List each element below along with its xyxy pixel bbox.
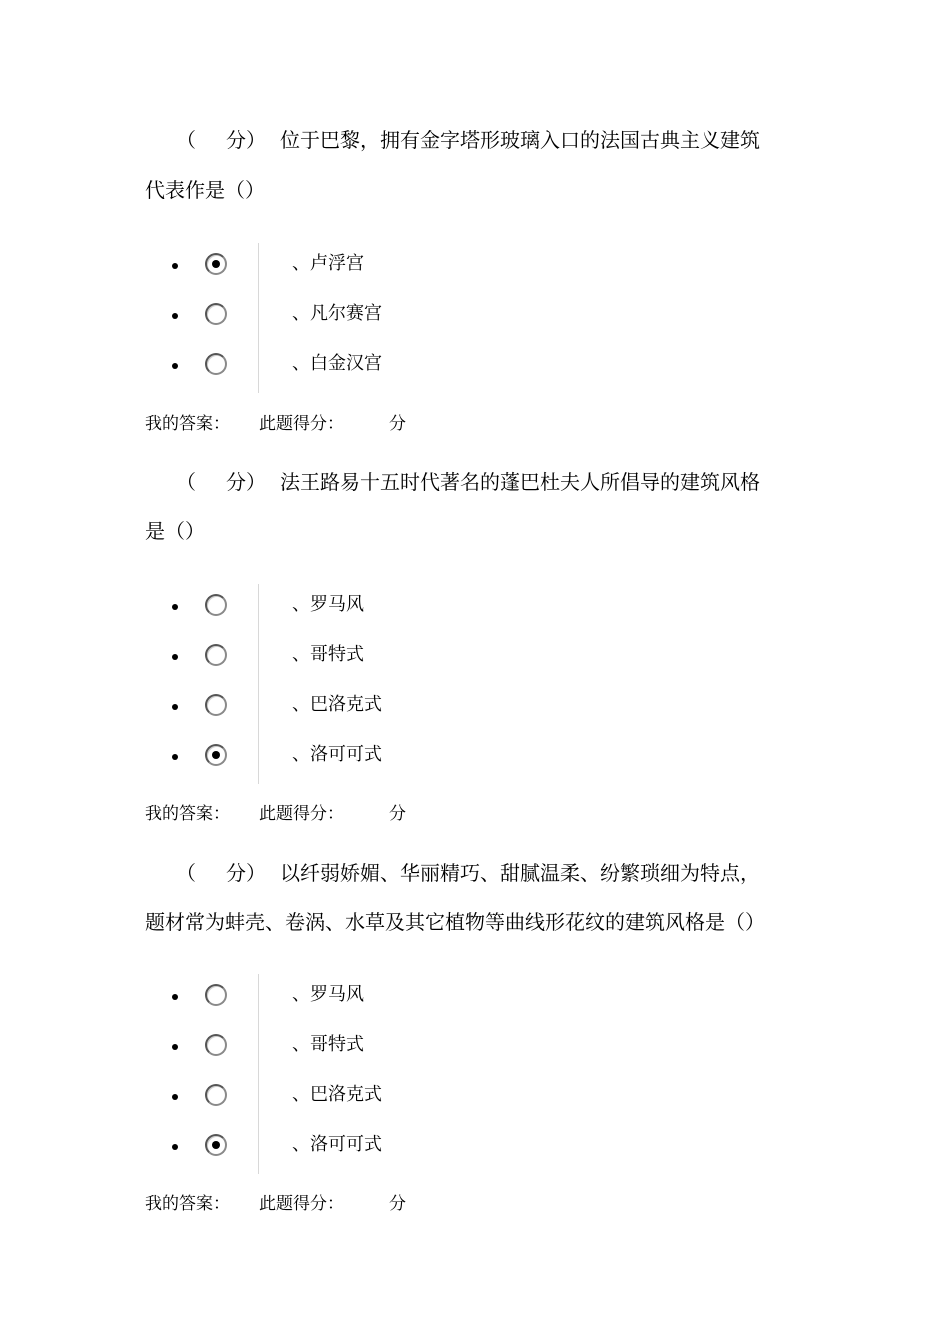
bullet-icon <box>172 654 178 660</box>
divider <box>258 584 259 634</box>
option-item[interactable] <box>0 1024 950 1074</box>
option-item[interactable] <box>0 343 950 393</box>
bullet-icon <box>172 263 178 269</box>
radio-checked-icon[interactable] <box>205 744 227 766</box>
divider <box>258 974 259 1024</box>
option-label: 、白金汉宫 <box>292 353 382 374</box>
radio-unchecked-icon[interactable] <box>205 1034 227 1056</box>
question-1-text-line1: 位于巴黎，拥有金字塔形玻璃入口的法国古典主义建筑 <box>280 128 760 152</box>
option-item[interactable] <box>0 974 950 1024</box>
option-label: 、卢浮宫 <box>292 253 364 274</box>
option-label: 、巴洛克式 <box>292 694 382 715</box>
option-label: 、哥特式 <box>292 644 364 665</box>
option-label: 、哥特式 <box>292 1034 364 1055</box>
option-item[interactable] <box>0 1074 950 1124</box>
divider <box>258 243 259 293</box>
radio-checked-icon[interactable] <box>205 1134 227 1156</box>
radio-checked-icon[interactable] <box>205 253 227 275</box>
radio-unchecked-icon[interactable] <box>205 353 227 375</box>
option-item[interactable] <box>0 1124 950 1174</box>
question-3-paren: （ <box>176 861 196 885</box>
bullet-icon <box>172 1044 178 1050</box>
score-unit: 分 <box>389 804 406 824</box>
radio-unchecked-icon[interactable] <box>205 1084 227 1106</box>
option-item[interactable] <box>0 243 950 293</box>
option-label: 、洛可可式 <box>292 1134 382 1155</box>
divider <box>258 684 259 734</box>
bullet-icon <box>172 1094 178 1100</box>
question-2-text-line2: 是（） <box>145 519 205 543</box>
question-3-text-line2: 题材常为蚌壳、卷涡、水草及其它植物等曲线形花纹的建筑风格是（） <box>145 910 765 934</box>
option-item[interactable] <box>0 293 950 343</box>
option-item[interactable] <box>0 734 950 784</box>
question-2-text-line1: 法王路易十五时代著名的蓬巴杜夫人所倡导的建筑风格 <box>280 470 760 494</box>
question-1-score-label: 分） <box>226 128 266 152</box>
option-item[interactable] <box>0 634 950 684</box>
bullet-icon <box>172 754 178 760</box>
divider <box>258 343 259 393</box>
radio-unchecked-icon[interactable] <box>205 694 227 716</box>
bullet-icon <box>172 994 178 1000</box>
score-unit: 分 <box>389 1194 406 1214</box>
my-answer-label: 我的答案： <box>145 414 230 434</box>
bullet-icon <box>172 313 178 319</box>
divider <box>258 1074 259 1124</box>
question-1-paren: （ <box>176 128 196 152</box>
question-3-score-label: 分） <box>226 861 266 885</box>
question-2-score-label: 分） <box>226 470 266 494</box>
divider <box>258 734 259 784</box>
divider <box>258 1124 259 1174</box>
score-got-label: 此题得分： <box>259 804 344 824</box>
score-got-label: 此题得分： <box>259 414 344 434</box>
option-item[interactable] <box>0 684 950 734</box>
question-1-text-line2: 代表作是（） <box>145 178 265 202</box>
divider <box>258 634 259 684</box>
score-unit: 分 <box>389 414 406 434</box>
my-answer-label: 我的答案： <box>145 804 230 824</box>
divider <box>258 1024 259 1074</box>
radio-unchecked-icon[interactable] <box>205 644 227 666</box>
bullet-icon <box>172 604 178 610</box>
bullet-icon <box>172 363 178 369</box>
divider <box>258 293 259 343</box>
radio-unchecked-icon[interactable] <box>205 303 227 325</box>
option-label: 、巴洛克式 <box>292 1084 382 1105</box>
question-3-text-line1: 以纤弱娇媚、华丽精巧、甜腻温柔、纷繁琐细为特点， <box>280 861 760 885</box>
bullet-icon <box>172 704 178 710</box>
option-item[interactable] <box>0 584 950 634</box>
radio-unchecked-icon[interactable] <box>205 594 227 616</box>
my-answer-label: 我的答案： <box>145 1194 230 1214</box>
score-got-label: 此题得分： <box>259 1194 344 1214</box>
option-label: 、罗马风 <box>292 594 364 615</box>
question-2-paren: （ <box>176 470 196 494</box>
radio-unchecked-icon[interactable] <box>205 984 227 1006</box>
option-label: 、罗马风 <box>292 984 364 1005</box>
bullet-icon <box>172 1144 178 1150</box>
option-label: 、洛可可式 <box>292 744 382 765</box>
option-label: 、凡尔赛宫 <box>292 303 382 324</box>
